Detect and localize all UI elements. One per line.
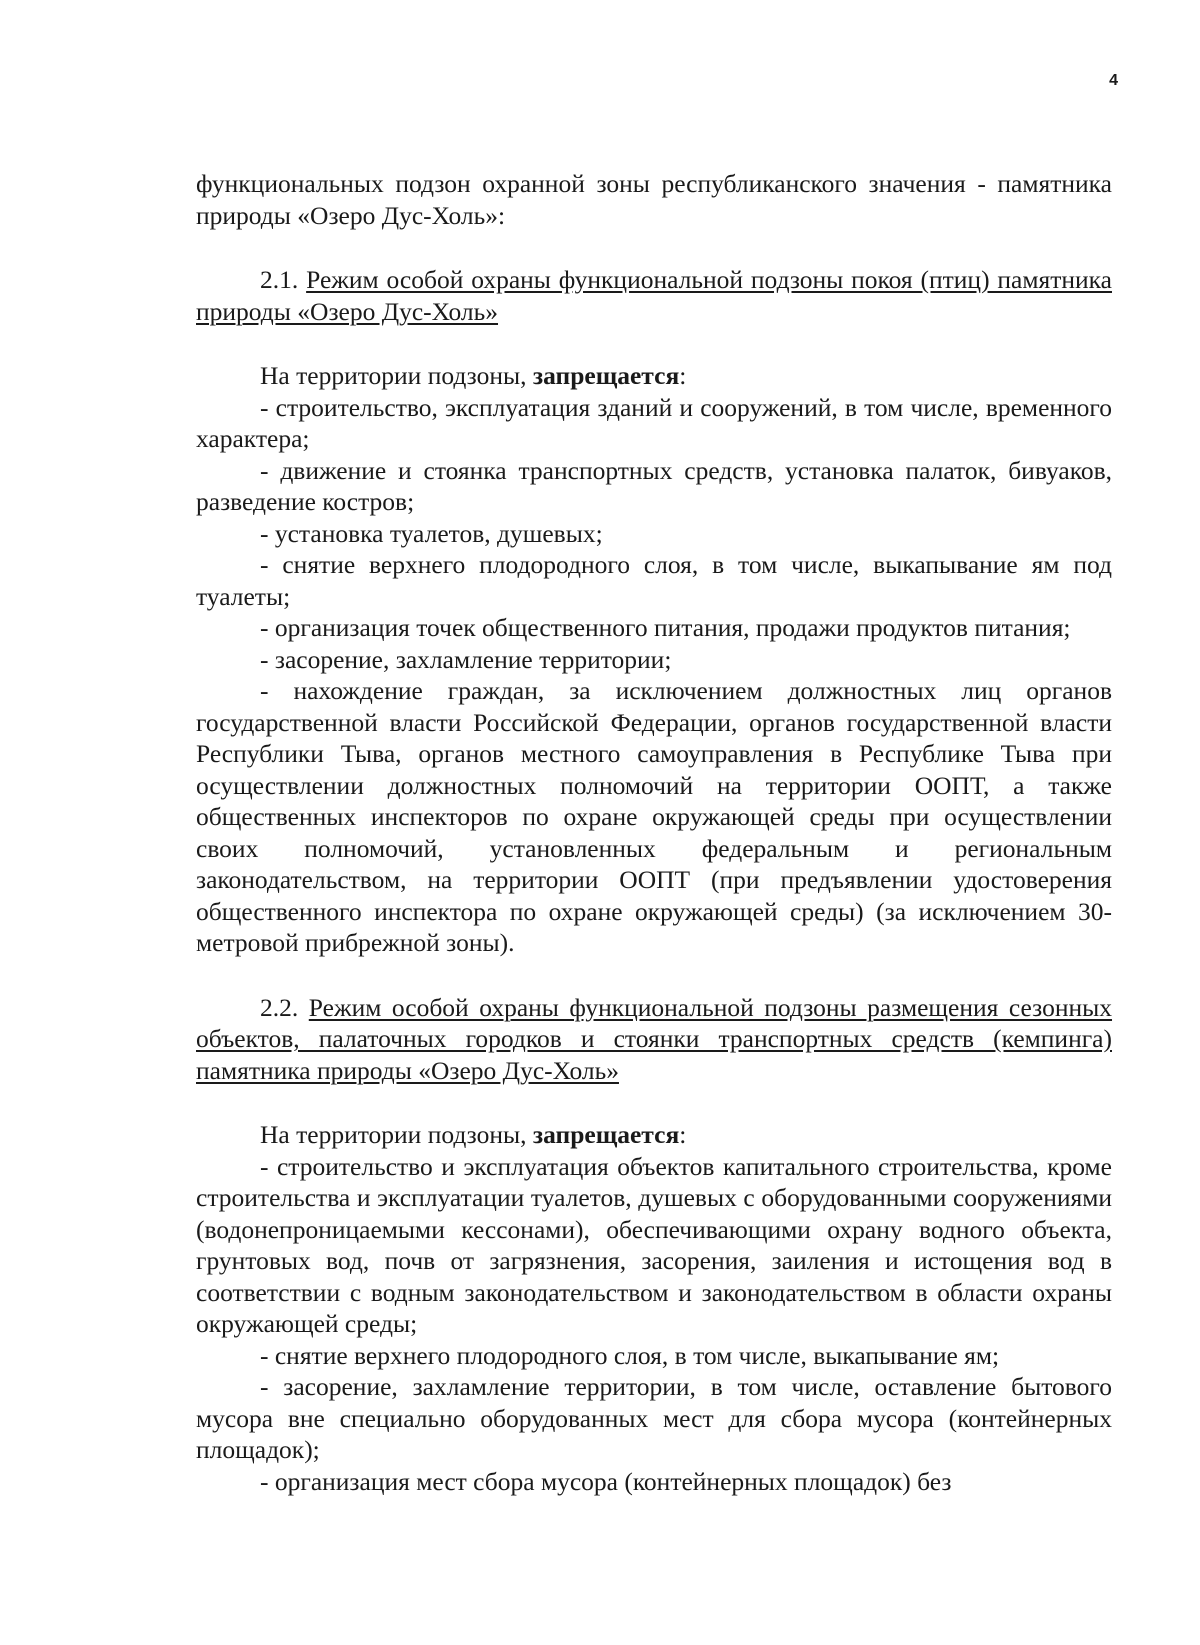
section-title: Режим особой охраны функциональной подзоны покоя (птиц) памятника природы «Озеро Дус-Холь»	[196, 265, 1112, 326]
list-item: - строительство, эксплуатация зданий и сооружений, в том числе, временного характера;	[196, 392, 1112, 453]
section-heading-2-1	[196, 264, 1112, 327]
list-item: - строительство и эксплуатация объектов капитального строительства, кроме строительства и эксплуатации туалетов, душевых с оборудованными сооружениями (водонепроницаемыми кессонами), обеспечивающими охрану водного объекта, грунтовых вод, почв от загрязнения, засорения, заиления и истощения вод в соответствии с водным законодательством и законодательством в области охраны окружающей среды;	[196, 1151, 1112, 1338]
list-item: - организация точек общественного питания, продажи продуктов питания;	[260, 613, 1071, 642]
document-body	[196, 168, 1112, 1497]
list-item: - засорение, захламление территории;	[260, 644, 672, 674]
list-item: - нахождение граждан, за исключением должностных лиц органов государственной власти Российской Федерации, органов государственной власти Республики Тыва, органов местного самоуправления в Республике Тыва при осуществлении должностных полномочий на территории ООПТ, а также общественных инспекторов по охране окружающей среды при осуществлении своих полномочий, установленных федеральным и региональным законодательством, на территории ООПТ (при предъявлении удостоверения общественного инспектора по охране окружающей среды) (за исключением 30-метровой прибрежной зоны).	[196, 676, 1112, 957]
intro-paragraph: функциональных подзон охранной зоны республиканского значения - памятника природы «Озеро Дус-Холь»:	[196, 169, 1112, 230]
list-item: - снятие верхнего плодородного слоя, в том числе, выкапывание ям;	[260, 1340, 1000, 1370]
list-item: - засорение, захламление территории, в том числе, оставление бытового мусора вне специально оборудованных мест для сбора мусора (контейнерных площадок);	[196, 1372, 1112, 1464]
list-item: - движение и стоянка транспортных средств, установка палаток, бивуаков, разведение костров;	[196, 455, 1112, 516]
section-heading-2-2	[196, 992, 1112, 1087]
list-item: - установка туалетов, душевых;	[260, 518, 603, 548]
section-lead: На территории подзоны, запрещается:	[260, 1120, 687, 1149]
list-item: - снятие верхнего плодородного слоя, в том числе, выкапывание ям под туалеты;	[196, 550, 1112, 611]
prohibited-label: запрещается	[532, 361, 680, 390]
section-number: 2.1.	[260, 265, 299, 294]
section-title: Режим особой охраны функциональной подзоны размещения сезонных объектов, палаточных городков и стоянки транспортных средств (кемпинга) памятника природы «Озеро Дус-Холь»	[196, 992, 1113, 1085]
prohibited-label: запрещается	[532, 1120, 680, 1149]
page-number: 4	[1109, 72, 1118, 89]
list-item: - организация мест сбора мусора (контейнерных площадок) без	[260, 1466, 952, 1496]
section-number: 2.2.	[260, 992, 299, 1022]
section-lead: На территории подзоны, запрещается:	[260, 361, 687, 390]
